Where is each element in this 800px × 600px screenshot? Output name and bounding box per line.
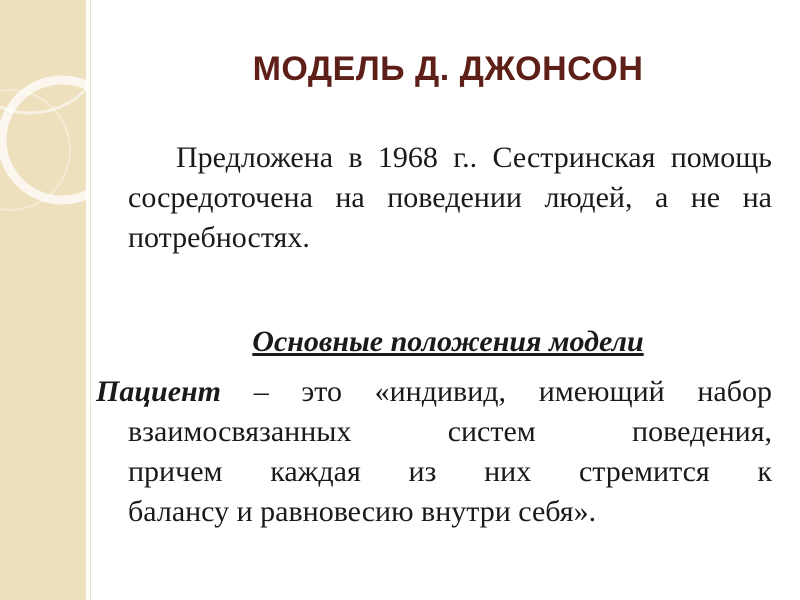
definition-line-1-text: – это «индивид, имеющий набор [221,375,772,408]
side-divider-thin [90,0,91,600]
patient-definition [96,372,772,532]
slide-title: МОДЕЛЬ Д. ДЖОНСОН [252,50,644,88]
decorative-side-panel [0,0,86,600]
definition-line-4: балансу и равновесию внутри себя». [128,495,597,528]
section-subheading: Основные положения модели [252,325,644,358]
side-divider [86,0,88,600]
definition-line-1 [96,372,772,412]
definition-term: Пациент [96,375,222,408]
intro-paragraph: Предложена в 1968 г.. Сестринская помощь сосредоточена на поведении людей, а не на потребностях. [128,141,772,254]
definition-line-3: причем каждая из них стремится к [128,455,772,488]
definition-line-2: взаимосвязанных систем поведения, [128,415,772,448]
decorative-circles-icon [0,0,86,600]
